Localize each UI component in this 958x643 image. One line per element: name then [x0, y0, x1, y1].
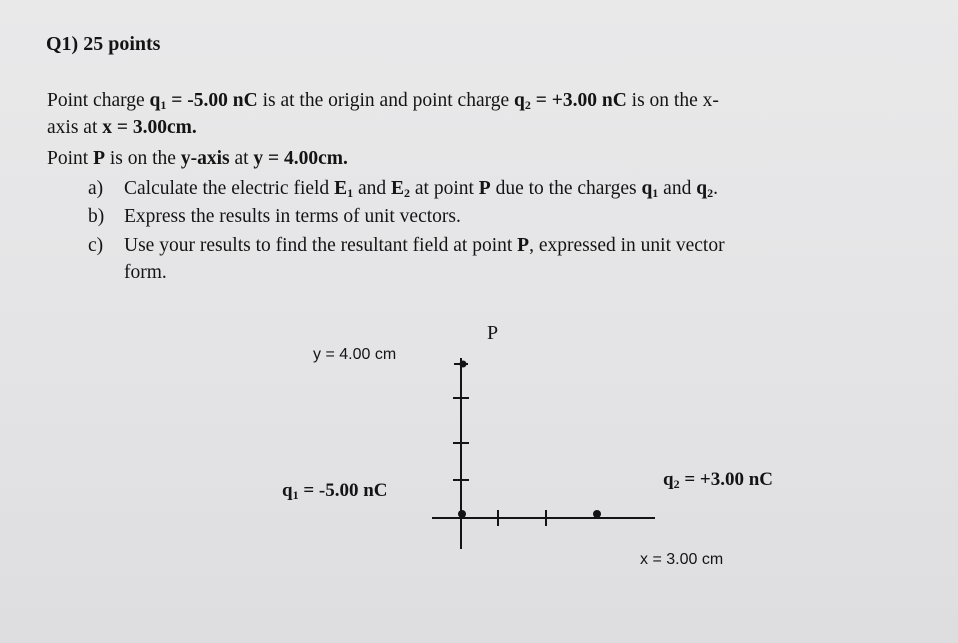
problem-line-3: Point P is on the y-axis at y = 4.00cm. — [47, 148, 348, 169]
charge-q2-marker — [593, 510, 601, 518]
list-item-b: b) Express the results in terms of unit vectors. — [88, 206, 461, 227]
list-item-c: c) Use your results to find the resultant field at point P, expressed in unit vector — [88, 235, 725, 256]
y-coordinate-label: y = 4.00 cm — [313, 346, 397, 363]
list-item-a: a) Calculate the electric field $E_1$ and $E_2$ at point P due to the charges $q_1$ and $q_2$. — [88, 178, 718, 200]
question-title: Q1) 25 points — [46, 33, 161, 55]
charge-q1-label: $q_1 = -5.00$ nC — [282, 480, 388, 502]
point-P-label: P — [487, 322, 499, 344]
charge-q2-label: $q_2 = +3.00$ nC — [663, 469, 774, 491]
x-coordinate-label: x = 3.00 cm — [640, 551, 724, 568]
point-P-marker — [460, 361, 467, 368]
problem-line-2: axis at x = 3.00cm. — [47, 117, 197, 138]
list-item-c-continued: form. — [124, 262, 167, 283]
charge-q1-marker — [458, 510, 466, 518]
problem-line-1: Point charge $q_1 = -5.00$ nC is at the origin and point charge $q_2 = +3.00$ nC is on the x- — [47, 90, 719, 112]
